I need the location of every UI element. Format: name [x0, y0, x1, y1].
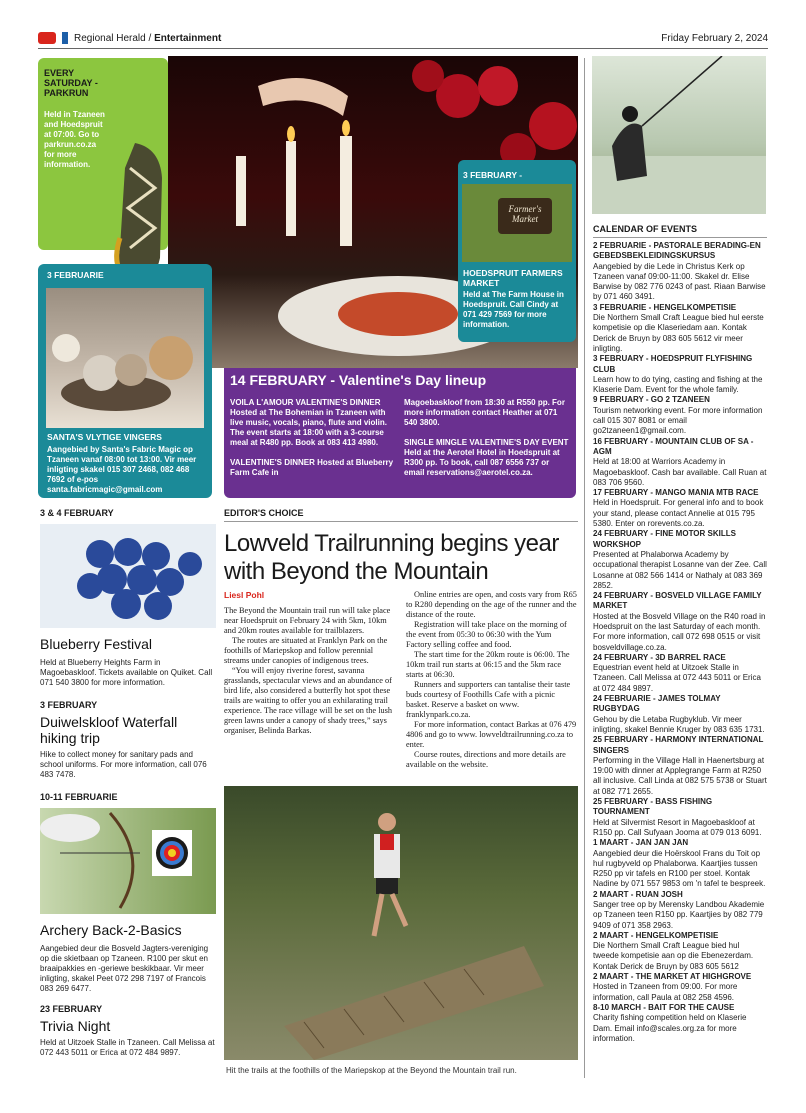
calendar-event	[593, 241, 767, 303]
left-events-column	[40, 508, 216, 1058]
calendar-event-heading: 24 FEBRUARY - 3D BARREL RACE	[593, 652, 726, 662]
calendar-event-heading: 16 FEBRUARY - MOUNTAIN CLUB OF SA - AGM	[593, 436, 754, 456]
farmers-title: HOEDSPRUIT FARMERS MARKET	[463, 268, 563, 288]
santa-box	[38, 264, 212, 498]
calendar-event-heading: 2 MAART - RUAN JOSH	[593, 889, 683, 899]
farmers-text: Held at The Farm House in Hoedspruit. Call Cindy at 071 429 7569 for more information.	[463, 290, 564, 329]
calendar-event-heading: 3 FEBRUARY - HOEDSPRUIT FLYFISHING CLUB	[593, 354, 753, 374]
calendar-event-text: Tourism networking event. For more information call 015 307 8081 or email go2tzaneen1@gmail.com.	[593, 405, 763, 436]
waterfall-text: Hike to collect money for sanitary pads and school uniforms. For more information, call 076 483 7478.	[40, 750, 207, 779]
calendar-event-heading: 9 FEBRUARY - GO 2 TZANEEN	[593, 395, 710, 405]
article-col1	[224, 590, 396, 770]
calendar-event	[593, 488, 767, 529]
calendar-event-text: Presented at Phalaborwa Academy by occupational therapist Losanne van der Zee. Call Losanne at 082 566 1414 or Nathaly at 083 369 2852.	[593, 549, 767, 590]
calendar-title: CALENDAR OF EVENTS	[593, 224, 767, 238]
calendar-event	[593, 303, 767, 354]
header-publication: Regional Herald / Entertainment	[74, 32, 222, 44]
valentine-single-mingle: SINGLE MINGLE VALENTINE'S DAY EVENT Held at the Aerotel Hotel in Hoedspruit at R300 pp. To book, call 087 6556 737 or email reservations@aerotel.co.za.	[404, 438, 569, 477]
calendar-event-heading: 24 FEBRUARIE - JAMES TOLMAY RUGBYDAG	[593, 694, 721, 714]
calendar-event	[593, 931, 767, 972]
article-paragraph: The start time for the 20km route is 06:00. The 10km trail run starts at 06:15 and the 5km race starts at 06:30.	[406, 650, 570, 679]
calendar-event-text: Held in Hoedspruit. For general info and to book your stand, please contact Annelie at 015 795 5380. Enter on rorevents.co.za.	[593, 498, 764, 529]
valentine-col2	[404, 398, 570, 478]
calendar-event-heading: 24 FEBRUARY - BOSVELD VILLAGE FAMILY MARKET	[593, 591, 762, 611]
valentine-title: 14 FEBRUARY - Valentine's Day lineup	[230, 372, 487, 388]
calendar-event-heading: 25 FEBRUARY - HARMONY INTERNATIONAL SINGERS	[593, 735, 764, 755]
santa-date: 3 FEBRUARIE	[47, 270, 104, 280]
calendar-event	[593, 694, 767, 735]
calendar-event-text: Performing in the Village Hall in Haenertsburg at 19:00 with dinner at Applegrange Farm at R250 all inclusive. Call Linda at 082 575 5738 or Stuart at 082 771 2655.	[593, 755, 767, 796]
archery-text: Aangebied deur die Bosveld Jagters-vereniging op die skietbaan op Tzaneen. R100 per skut en braaipakkies en -geriewe beskikbaar. Vir meer inligting, skakel Peet 072 298 7197 of Francois 083 269 6477.	[40, 944, 209, 993]
calendar-list	[593, 241, 767, 1044]
article-paragraph: For more information, contact Barkas at 076 479 4806 and go to www. lowveldtrailrunning.co.za to enter.	[406, 720, 577, 749]
waterfall-title: Duiwelskloof Waterfall hiking trip	[40, 714, 178, 746]
article-col1-text	[224, 606, 396, 736]
calendar-event-heading: 3 FEBRUARIE - HENGELKOMPETISIE	[593, 302, 737, 312]
article-paragraph: Online entries are open, and costs vary from R65 to R280 depending on the age of the runner and the distance of the route.	[406, 590, 577, 619]
calendar-event-text: Gehou by die Letaba Rugbyklub. Vir meer inligting, skakel Bennie Kruger by 083 635 1731.	[593, 714, 765, 734]
valentine-col1	[230, 398, 398, 478]
calendar-event-heading: 24 FEBRUARY - FINE MOTOR SKILLS WORKSHOP	[593, 529, 736, 549]
article	[224, 508, 578, 770]
section-tag-blue	[62, 32, 68, 44]
article-body	[224, 590, 578, 770]
blueberry-text: Held at Blueberry Heights Farm in Magoebaskloof. Tickets available on Quiket. Call 071 540 3800 for more information.	[40, 658, 213, 687]
calendar-event	[593, 838, 767, 889]
trailrun-image	[224, 786, 578, 1060]
calendar-event-heading: 8-10 MARCH - BAIT FOR THE CAUSE	[593, 1002, 735, 1012]
header-section	[38, 32, 221, 44]
valentine-box	[224, 368, 576, 498]
blueberry-title: Blueberry Festival	[40, 636, 153, 652]
calendar-event-heading: 17 FEBRUARY - MANGO MANIA MTB RACE	[593, 488, 759, 498]
calendar-event-text: Hosted in Tzaneen from 09:00. For more information, call Paula at 082 258 4596.	[593, 982, 738, 1002]
archery-date: 10-11 FEBRUARIE	[40, 792, 118, 802]
valentine-blueberry: VALENTINE'S DINNER Hosted at Blueberry Farm Cafe in	[230, 458, 394, 477]
calendar-event-heading: 1 MAART - JAN JAN JAN	[593, 838, 689, 848]
farmers-sign-text: Farmer's Market	[498, 198, 552, 234]
calendar-event-text: Held at 18:00 at Warriors Academy in Magoebaskloof. Cash bar available. Call Ruan at 083 706 9560.	[593, 457, 767, 487]
calendar-event	[593, 890, 767, 931]
valentine-voila: VOILA L'AMOUR VALENTINE'S DINNER Hosted at The Bohemian in Tzaneen with live music, vocals, piano, flute and violin. The event starts at 18:00 with a 3-course meal at R480 pp. Book at 083 413 4980.	[230, 398, 387, 447]
article-paragraph: The Beyond the Mountain trail run will take place near Hoedspruit on February 24 with 5km, 10km and 20km routes available for trailblazers.	[224, 606, 391, 635]
calendar-event	[593, 735, 767, 797]
valentine-blueberry-cont: Magoebaskloof from 18:30 at R550 pp. For more information contact Heather at 071 540 3800.	[404, 398, 565, 427]
calendar-event	[593, 797, 767, 838]
yarn-image	[46, 288, 204, 428]
article-paragraph: The routes are situated at Franklyn Park on the foothills of Mariepskop and follow perennial streams under canopies of indigenous trees.	[224, 636, 388, 665]
calendar-event	[593, 591, 767, 653]
trivia-date: 23 FEBRUARY	[40, 1004, 103, 1014]
trailrun-caption: Hit the trails at the foothills of the Mariepskop at the Beyond the Mountain trail run.	[226, 1066, 517, 1075]
calendar-event-text: Learn how to do tying, casting and fishing at the Klaserie Dam. Event for the whole family.	[593, 374, 763, 395]
calendar-event-text: Equestrian event held at Uitzoek Stalle in Tzaneen. Call Melissa at 072 443 5011 or Erica at 072 484 9897.	[593, 663, 761, 693]
trivia-text: Held at Uitzoek Stalle in Tzaneen. Call Melissa at 072 443 5011 or Erica at 072 484 9897.	[40, 1038, 215, 1057]
calendar-event-heading: 2 MAART - THE MARKET AT HIGHGROVE	[593, 972, 752, 982]
trivia-title: Trivia Night	[40, 1018, 111, 1034]
article-paragraph: “You will enjoy riverine forest, savanna grasslands, spectacular views and an abundance of bird life, also considered a butterfly hot spot these trails are waiting to offer you an exhilarating trail experience. The race village will be set on the lush green lawns under a canopy of shady trees,” says organiser, Belinda Barkas.	[224, 666, 393, 735]
calendar-event-text: Held at Silvermist Resort in Magoebaskloof at R150 pp. Call Sufyaan Jooma at 079 013 6091.	[593, 817, 762, 837]
farmers-market-sign-image	[462, 184, 572, 262]
calendar-event	[593, 1003, 767, 1044]
calendar-event	[593, 437, 767, 488]
archery-title: Archery Back-2-Basics	[40, 922, 182, 938]
parkrun-box	[38, 58, 168, 250]
calendar-event	[593, 395, 767, 436]
calendar-event	[593, 653, 767, 694]
article-col2	[406, 590, 578, 770]
blueberry-date: 3 & 4 FEBRUARY	[40, 508, 114, 518]
article-paragraph: Registration will take place on the morning of the event from 05:30 to 06:30 with the Yum Factory selling coffee and food.	[406, 620, 567, 649]
parkrun-text: Held in Tzaneen and Hoedspruit at 07:00. Go to parkrun.co.za for more information.	[44, 110, 105, 169]
calendar-event-heading: 2 MAART - HENGELKOMPETISIE	[593, 930, 719, 940]
calendar-event	[593, 354, 767, 395]
article-paragraph: Course routes, directions and more details are available on the website.	[406, 750, 566, 769]
header-divider	[38, 48, 768, 49]
waterfall-date: 3 FEBRUARY	[40, 700, 98, 710]
article-headline: Lowveld Trailrunning begins year with Beyond the Mountain	[224, 530, 559, 585]
column-divider	[584, 58, 585, 1078]
farmers-market-box	[458, 160, 576, 342]
santa-text: Aangebied by Santa's Fabric Magic op Tzaneen vanaf 08:00 tot 13:00. Vir meer inligting skakel 015 307 2468, 082 468 7692 of e-pos santa.fabricmagic@gmail.com	[47, 445, 197, 494]
archery-image	[40, 808, 216, 914]
calendar-event-text: Hosted at the Bosveld Village on the R40 road in Hoedspruit on the last Saturday of each month. For more information, call 072 698 0515 or visit bosveldvillage.co.za.	[593, 611, 766, 652]
calendar-event-heading: 2 FEBRUARIE - PASTORALE BERADING-EN GEBEDSBEKLEIDINGSKURSUS	[593, 241, 761, 261]
calendar-event-text: Sanger tree op by Merensky Landbou Akademie op Tzaneen teen R150 pp. Kaartjies by 082 779 9409 of 071 358 2963.	[593, 900, 765, 930]
blueberry-image	[40, 524, 216, 628]
article-kicker: EDITOR'S CHOICE	[224, 508, 578, 522]
header-date: Friday February 2, 2024	[661, 33, 768, 44]
calendar-event-text: Die Northern Small Craft League bied hul eerste kompetisie op die Klaseriedam aan. Kontak Derick de Bruyn by 083 605 5612 vir meer inligting.	[593, 313, 764, 353]
page-header	[38, 32, 768, 48]
parkrun-title: EVERY SATURDAY - PARKRUN	[44, 68, 98, 98]
calendar-event-text: Charity fishing competition held on Klaserie Dam. Email info@scales.org.za for more information.	[593, 1013, 747, 1043]
article-byline: Liesl Pohl	[224, 590, 265, 600]
calendar-event-text: Die Northern Small Craft League bied hul tweede kompetisie aan op die Ebenezerdam. Kontak Derick de Bruyn by 083 605 5612	[593, 941, 754, 971]
calendar-event	[593, 972, 767, 1003]
calendar-event-text: Aangebied deur die Hoërskool Frans du Toit op hul rugbyveld op Phalaborwa. Kaartjies tussen R250 pp vir tafels en R100 per stoel. Kontak Nadine by 071 557 9853 om 'n tafel te bespreek.	[593, 848, 766, 889]
calendar-event-text: Aangebied by die Lede in Christus Kerk op Tzaneen vanaf 09:00-11:00. Skakel dr. Elise Barwise by 082 776 0243 of past. Riaan Barwise by 071 460 3491.	[593, 261, 766, 302]
fishing-image	[592, 56, 766, 214]
article-paragraph: Runners and supporters can tantalise their taste buds courtesy of Foothills Cafe with a picnic basket. Reserve a basket on www. franklynpark.co.za.	[406, 680, 571, 719]
santa-title: SANTA'S VLYTIGE VINGERS	[47, 432, 162, 442]
calendar-event	[593, 529, 767, 591]
section-tag-red	[38, 32, 56, 44]
calendar-event-heading: 25 FEBRUARY - BASS FISHING TOURNAMENT	[593, 797, 713, 817]
farmers-date: 3 FEBRUARY -	[463, 170, 523, 180]
